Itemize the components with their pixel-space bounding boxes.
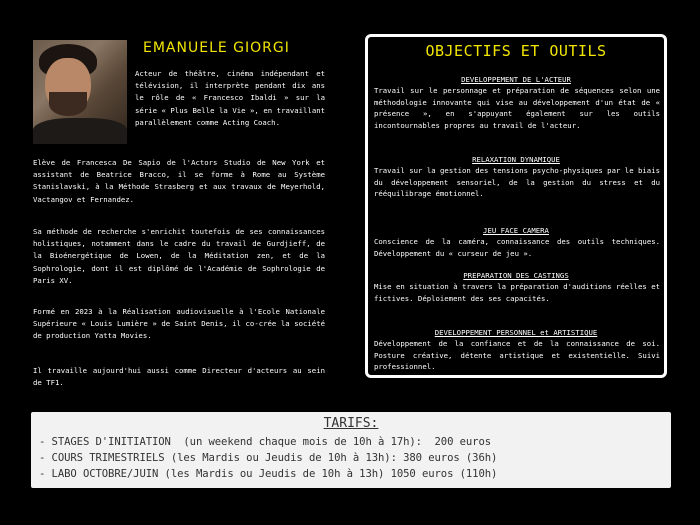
photo-beard bbox=[49, 92, 87, 116]
tarifs-panel bbox=[31, 412, 671, 488]
section-heading: DEVELOPPEMENT DE L'ACTEUR bbox=[461, 75, 571, 84]
section-text: Mise en situation à travers la préparation d'auditions réelles et fictives. Déploiement des ses capacités. bbox=[374, 282, 660, 303]
bio-paragraph: Elève de Francesca De Sapio de l'Actors Studio de New York et assistant de Beatrice Bracco, il se forme à Rome au Système Stanislavski, à la Méthode Strasberg et aux travaux de Meyerhold, Vactangov et Fernandez. bbox=[33, 158, 325, 204]
section-text: Travail sur la gestion des tensions psycho-physiques par le biais du développement sensoriel, de la gestion du stress et du rééquilibrage émotionnel. bbox=[374, 166, 660, 198]
section-heading: RELAXATION DYNAMIQUE bbox=[472, 155, 560, 164]
section-heading: PREPARATION DES CASTINGS bbox=[463, 271, 569, 280]
tarifs-title: TARIFS: bbox=[323, 416, 379, 431]
section-heading: JEU FACE CAMERA bbox=[483, 226, 549, 235]
bio-paragraph: Il travaille aujourd'hui aussi comme Directeur d'acteurs au sein de TF1. bbox=[33, 366, 325, 388]
profile-name: EMANUELE GIORGI bbox=[143, 40, 290, 56]
profile-intro: Acteur de théâtre, cinéma indépendant et télévision, il interprète pendant dix ans le rôle de « Francesco Ibaldi » sur la série « Plus Belle la Vie », en travaillant parallèlement comme Acting Coach. bbox=[135, 69, 325, 127]
photo-shirt bbox=[33, 118, 127, 144]
objectives-title: OBJECTIFS ET OUTILS bbox=[425, 42, 607, 60]
bio-paragraph: Formé en 2023 à la Réalisation audiovisuelle à l'Ecole Nationale Supérieure « Louis Lumière » de Saint Denis, il co-crée la société de production Yatta Movies. bbox=[33, 307, 325, 341]
section-text: Travail sur le personnage et préparation de séquences selon une méthodologie innovante qui vise au développement d'un état de « présence », en s'appuyant également sur les outils incontournables propres au travail de l'acteur. bbox=[374, 86, 660, 130]
tarif-line: - COURS TRIMESTRIELS (les Mardis ou Jeudis de 10h à 13h): 380 euros (36h) bbox=[39, 452, 498, 464]
profile-photo bbox=[33, 40, 127, 144]
objectives-panel bbox=[365, 34, 667, 378]
tarif-line: - LABO OCTOBRE/JUIN (les Mardis ou Jeudis de 10h à 13h) 1050 euros (110h) bbox=[39, 468, 498, 480]
bio-paragraph: Sa méthode de recherche s'enrichit toutefois de ses connaissances holistiques, notamment dans le cadre du travail de Gurdjieff, de la Bioénergétique de Lowen, de la Méditation zen, et de la Sophrologie, dont il est diplômé de l'Académie de Sophrologie de Paris XV. bbox=[33, 227, 325, 285]
section-text: Conscience de la caméra, connaissance des outils techniques. Développement du « curseur de jeu ». bbox=[374, 237, 660, 258]
section-text: Développement de la confiance et de la connaissance de soi. Posture créative, détente artistique et existentielle. Suivi professionnel. bbox=[374, 339, 660, 371]
tarif-line: - STAGES D'INITIATION (un weekend chaque mois de 10h à 17h): 200 euros bbox=[39, 436, 492, 448]
section-heading: DEVELOPPEMENT PERSONNEL et ARTISTIQUE bbox=[434, 328, 598, 337]
